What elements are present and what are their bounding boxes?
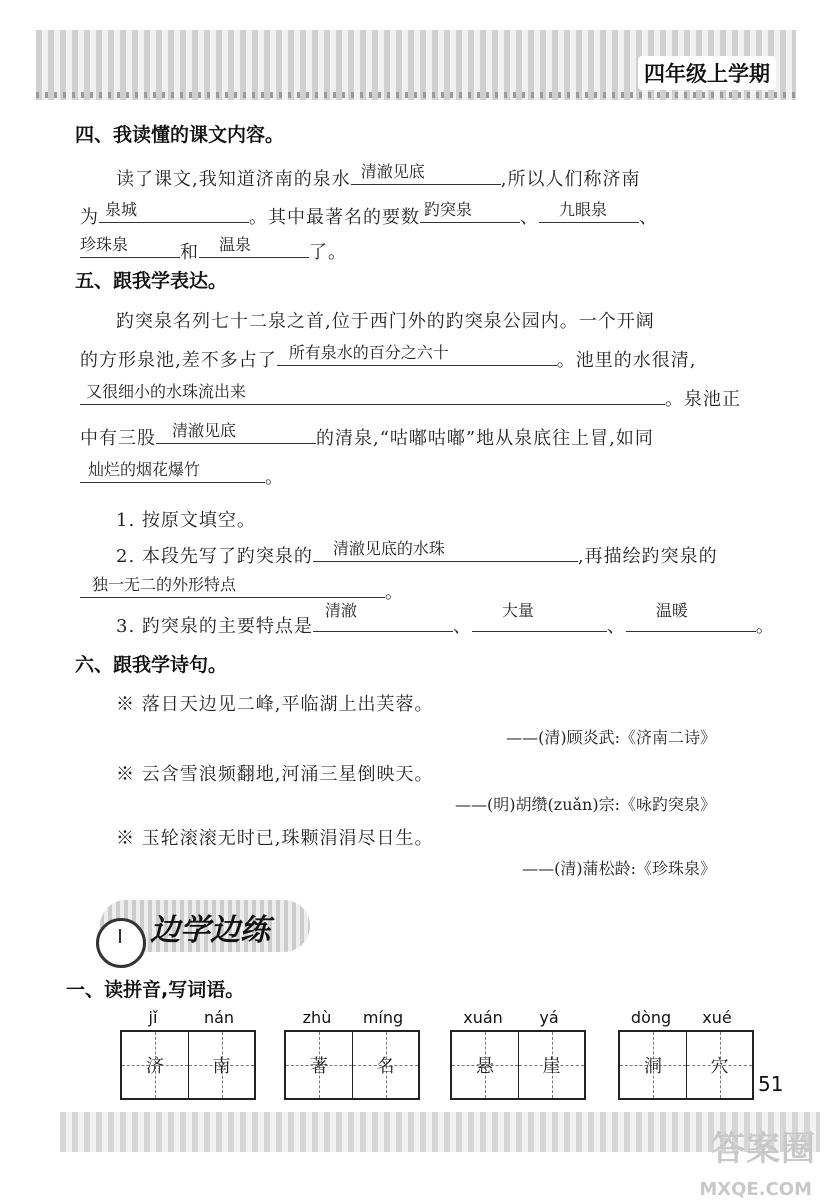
blank — [80, 575, 385, 598]
s5-q3 — [116, 601, 775, 638]
text: 、 — [606, 616, 626, 637]
text: 读了课文,我知道济南的泉水 — [116, 169, 351, 190]
text: 的方形泉池,差不多占了 — [80, 350, 277, 371]
s5-q2 — [116, 539, 718, 568]
poem3: ※ 玉轮滚滚无时已,珠颗涓涓尽日生。 — [116, 828, 434, 849]
pinyin: xué — [702, 1008, 732, 1027]
clock-icon — [96, 918, 146, 968]
answer: 大量 — [501, 601, 534, 620]
text: 。 — [265, 467, 284, 488]
blank — [199, 235, 309, 258]
answer: 所有泉水的百分之六十 — [288, 343, 449, 362]
answer: 珍珠泉 — [80, 235, 129, 254]
word-box-4 — [618, 1030, 754, 1100]
text: 、 — [452, 616, 472, 637]
word-box-1 — [120, 1030, 256, 1100]
char: 穴 — [710, 1056, 729, 1077]
practice-banner-title: 边学边练 — [150, 913, 270, 948]
section6-heading: 六、跟我学诗句。 — [75, 654, 228, 676]
s5-line1: 趵突泉名列七十二泉之首,位于西门外的趵突泉公园内。一个开阔 — [116, 311, 655, 332]
text: 。 — [385, 582, 404, 603]
answer: 清澈 — [324, 601, 357, 620]
s5-line5 — [80, 460, 284, 489]
exercise1-heading: 一、读拼音,写词语。 — [66, 979, 245, 1001]
poem2: ※ 云含雪浪频翻地,河涌三星倒映天。 — [116, 764, 434, 785]
char-cell — [122, 1032, 188, 1098]
blank — [313, 601, 453, 632]
text: 。池里的水很清, — [556, 350, 697, 371]
page-header-title: 四年级上学期 — [638, 56, 776, 90]
section5-heading: 五、跟我学表达。 — [75, 270, 228, 292]
blank — [80, 235, 180, 258]
poem1: ※ 落日天边见二峰,平临湖上出芙蓉。 — [116, 694, 434, 715]
pinyin: dòng — [630, 1008, 672, 1027]
poem2-source: ——(明)胡缵(zuǎn)宗:《咏趵突泉》 — [455, 795, 716, 814]
blank — [277, 343, 557, 366]
section4-heading: 四、我读懂的课文内容。 — [75, 124, 285, 146]
poem3-source: ——(清)蒲松龄:《珍珠泉》 — [522, 859, 716, 878]
page-number: 51 — [758, 1072, 784, 1096]
char: 名 — [376, 1056, 395, 1077]
s4-line2 — [80, 200, 658, 229]
char: 崖 — [542, 1056, 561, 1077]
char: 悬 — [476, 1056, 494, 1077]
pinyin: yá — [539, 1008, 559, 1027]
text: 2. 本段先写了趵突泉的 — [116, 546, 313, 567]
s5-line3 — [80, 382, 741, 411]
watermark-logo: 答案圈 — [711, 1129, 816, 1169]
text: 中有三股 — [80, 428, 156, 449]
text: 和 — [180, 242, 199, 263]
answer: 又很细小的水珠流出来 — [86, 382, 247, 401]
poem1-source: ——(清)顾炎武:《济南二诗》 — [506, 728, 716, 747]
char-cell — [452, 1032, 518, 1098]
watermark-url: MXQE.COM — [699, 1179, 812, 1200]
answer: 趵突泉 — [424, 200, 473, 219]
text: 了。 — [309, 242, 347, 263]
char-cell — [620, 1032, 686, 1098]
text: ,再描绘趵突泉的 — [577, 546, 718, 567]
char: 南 — [212, 1056, 231, 1077]
char-cell — [686, 1032, 752, 1098]
text: 为 — [80, 207, 99, 228]
s5-line4 — [80, 421, 654, 450]
s5-line2 — [80, 343, 697, 372]
pinyin: xuán — [463, 1008, 503, 1027]
word-box-3 — [450, 1030, 586, 1100]
blank — [351, 162, 501, 185]
word-box-2 — [284, 1030, 420, 1100]
blank — [313, 539, 578, 562]
blank — [80, 382, 665, 405]
s4-line1 — [116, 162, 641, 191]
answer: 九眼泉 — [559, 200, 608, 219]
answer: 泉城 — [105, 200, 138, 219]
answer: 独一无二的外形特点 — [92, 575, 237, 594]
blank — [626, 601, 756, 632]
answer: 清澈见底 — [360, 162, 425, 181]
pinyin: míng — [362, 1008, 404, 1027]
text: 、 — [520, 207, 539, 228]
blank — [99, 200, 249, 223]
answer: 清澈见底 — [172, 421, 237, 440]
answer: 灿烂的烟花爆竹 — [88, 460, 201, 479]
char-cell — [286, 1032, 352, 1098]
pinyin: nán — [203, 1008, 235, 1027]
char-cell — [352, 1032, 418, 1098]
header-dots — [36, 92, 796, 98]
text: 、 — [639, 207, 658, 228]
s4-line3 — [80, 235, 347, 264]
blank — [420, 200, 520, 223]
text: 。其中最著名的要数 — [249, 207, 420, 228]
char: 济 — [146, 1056, 164, 1077]
text: 3. 趵突泉的主要特点是 — [116, 616, 313, 637]
char-cell — [188, 1032, 254, 1098]
pinyin: zhù — [302, 1008, 332, 1027]
answer: 温暖 — [655, 601, 688, 620]
answer: 清澈见底的水珠 — [332, 539, 445, 558]
text: 的清泉,“咕嘟咕嘟”地从泉底往上冒,如同 — [316, 428, 654, 449]
blank — [80, 460, 265, 483]
text: 。泉池正 — [665, 389, 741, 410]
s5-q1: 1. 按原文填空。 — [116, 510, 256, 531]
text: 。 — [755, 616, 775, 637]
pinyin: jǐ — [148, 1008, 158, 1027]
blank — [156, 421, 316, 444]
char-cell — [518, 1032, 584, 1098]
text: ,所以人们称济南 — [500, 169, 641, 190]
blank — [472, 601, 607, 632]
blank — [539, 200, 639, 223]
answer: 温泉 — [219, 235, 252, 254]
footer-band — [60, 1112, 820, 1152]
char: 洞 — [644, 1056, 662, 1077]
char: 著 — [310, 1056, 328, 1077]
